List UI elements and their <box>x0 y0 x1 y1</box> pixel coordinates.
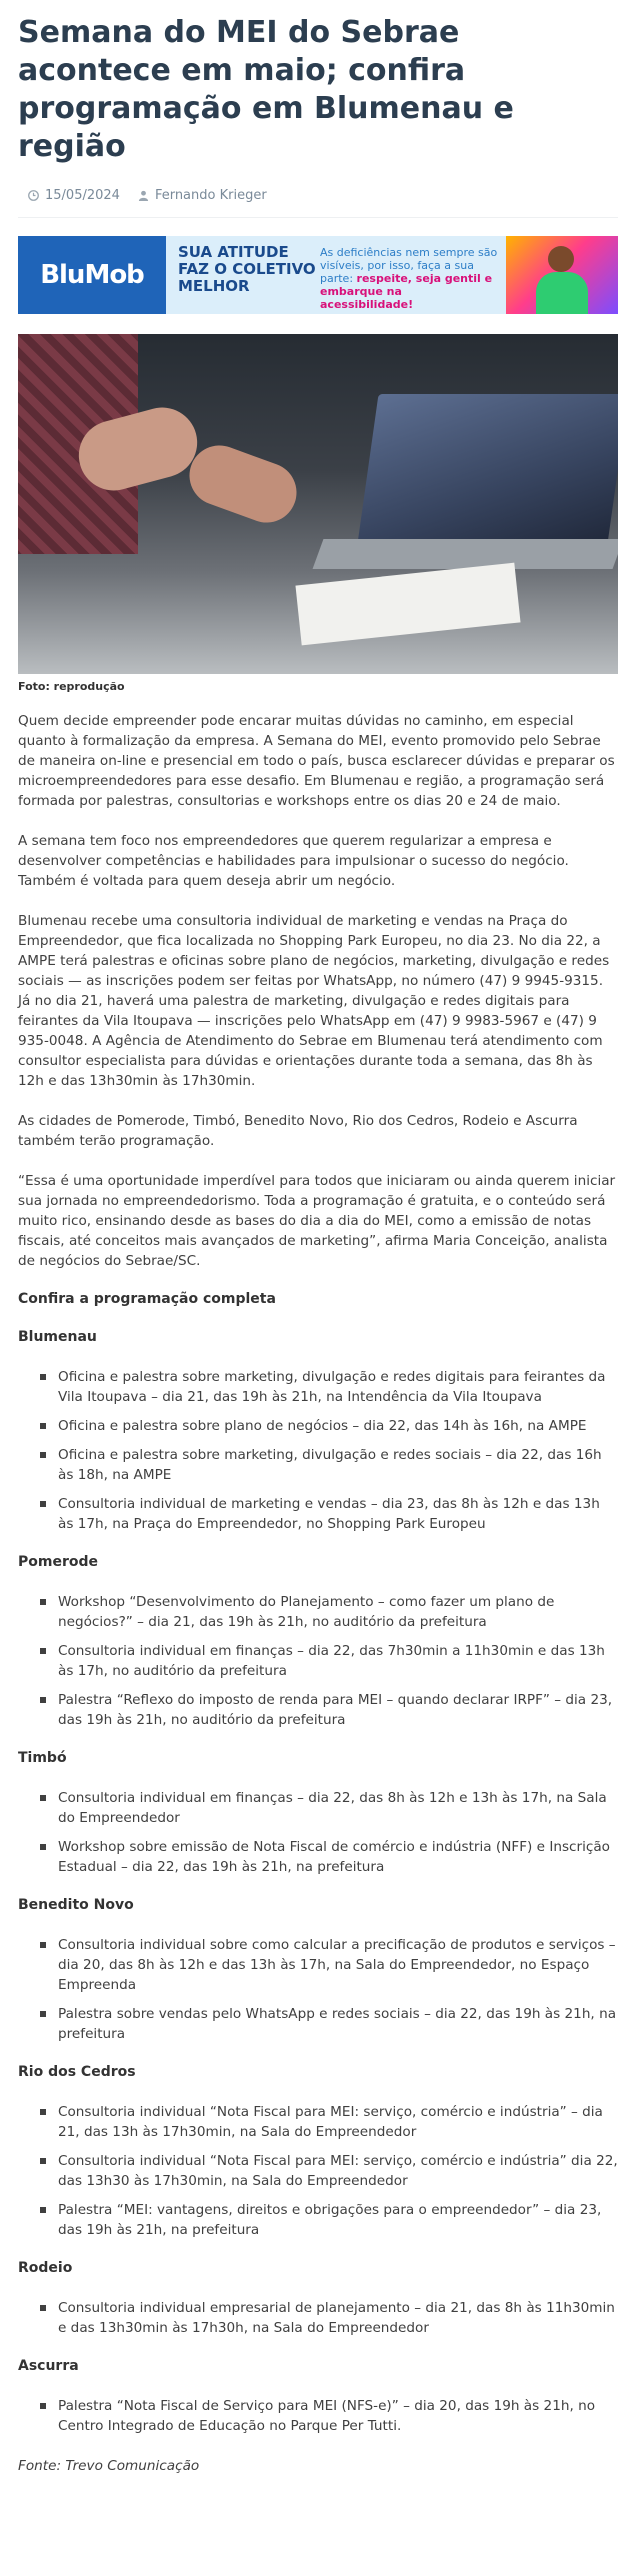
user-icon <box>138 190 149 201</box>
banner-message-bold: respeite, seja gentil e embarque na acessibilidade! <box>320 272 493 311</box>
city-schedule-list <box>18 1367 618 1534</box>
list-item: Workshop sobre emissão de Nota Fiscal de comércio e indústria (NFF) e Inscrição Estadual – dia 22, das 19h às 21h, na prefeitura <box>40 1837 618 1877</box>
banner-message <box>316 236 506 314</box>
city-heading: Pomerode <box>18 1554 99 1570</box>
slogan-line-1: SUA ATITUDE <box>178 243 289 261</box>
city-heading: Ascurra <box>18 2358 79 2374</box>
list-item: Consultoria individual sobre como calcular a precificação de produtos e serviços – dia 20, das 8h às 12h e das 13h às 17h, na Sala do Empreendedor, no Espaço Empreenda <box>40 1935 618 1995</box>
article-body <box>18 711 618 2476</box>
schedule-heading: Confira a programação completa <box>18 1291 276 1307</box>
author-link[interactable]: Fernando Krieger <box>154 188 267 203</box>
hero-laptop-base <box>313 539 618 569</box>
city-heading: Benedito Novo <box>18 1897 134 1913</box>
slogan-line-3: MELHOR <box>178 277 250 295</box>
city-schedule-list <box>18 2102 618 2240</box>
city-schedule-list <box>18 1935 618 2044</box>
list-item: Oficina e palestra sobre plano de negócios – dia 22, das 14h às 16h, na AMPE <box>40 1416 618 1436</box>
article-hero-image <box>18 334 618 674</box>
list-item: Oficina e palestra sobre marketing, divulgação e redes digitais para feirantes da Vila Itoupava – dia 21, das 19h às 21h, na Intendência da Vila Itoupava <box>40 1367 618 1407</box>
clock-icon <box>28 190 39 201</box>
banner-person-head <box>548 246 574 272</box>
list-item: Oficina e palestra sobre marketing, divulgação e redes sociais – dia 22, das 16h às 18h, na AMPE <box>40 1445 618 1485</box>
city-heading: Blumenau <box>18 1329 97 1345</box>
paragraph: As cidades de Pomerode, Timbó, Benedito Novo, Rio dos Cedros, Rodeio e Ascurra também terão programação. <box>18 1113 578 1149</box>
banner-person-body <box>536 272 588 314</box>
blumob-logo <box>18 236 166 314</box>
banner-message-plain: As deficiências nem sempre são visíveis, por isso, faça a sua parte: <box>320 246 498 285</box>
list-item: Consultoria individual de marketing e vendas – dia 23, das 8h às 12h e das 13h às 17h, na Praça do Empreendedor, no Shopping Park Europeu <box>40 1494 618 1534</box>
date-meta <box>28 188 120 203</box>
list-item: Consultoria individual em finanças – dia 22, das 8h às 12h e 13h às 17h, na Sala do Empreendedor <box>40 1788 618 1828</box>
list-item: Workshop “Desenvolvimento do Planejamento – como fazer um plano de negócios?” – dia 21, das 19h às 21h, no auditório da prefeitura <box>40 1592 618 1632</box>
city-schedule-list <box>18 2396 618 2436</box>
article-title: Semana do MEI do Sebrae acontece em maio; confira programação em Blumenau e região <box>18 15 514 164</box>
blumob-ad-banner[interactable] <box>18 236 618 314</box>
publish-date-link[interactable]: 15/05/2024 <box>45 188 120 203</box>
city-heading: Rio dos Cedros <box>18 2064 136 2080</box>
list-item: Consultoria individual “Nota Fiscal para MEI: serviço, comércio e indústria” – dia 21, das 13h às 17h30min, na Sala do Empreendedor <box>40 2102 618 2142</box>
author-meta <box>138 188 267 203</box>
paragraph: Quem decide empreender pode encarar muitas dúvidas no caminho, em especial quanto à formalização da empresa. A Semana do MEI, evento promovido pelo Sebrae de maneira on-line e presencial em todo o país, busca esclarecer dúvidas e preparar os microempreendedores para esse desafio. Em Blumenau e região, a programação será formada por palestras, consultorias e workshops entre os dias 20 e 24 de maio. <box>18 713 615 809</box>
list-item: Consultoria individual “Nota Fiscal para MEI: serviço, comércio e indústria” dia 22, das 13h30 às 17h30min, na Sala do Empreendedor <box>40 2151 618 2191</box>
paragraph: “Essa é uma oportunidade imperdível para todos que iniciaram ou ainda querem iniciar sua jornada no empreendedorismo. Toda a programação é gratuita, e o conteúdo será muito rico, ensinando desde as bases do dia a dia do MEI, como a emissão de notas fiscais, até conceitos mais avançados de marketing”, afirma Maria Conceição, analista de negócios do Sebrae/SC. <box>18 1173 616 1269</box>
banner-slogan <box>166 236 316 314</box>
city-schedule-list <box>18 1592 618 1730</box>
paragraph: A semana tem foco nos empreendedores que querem regularizar a empresa e desenvolver competências e habilidades para impulsionar o sucesso do negócio. Também é voltada para quem deseja abrir um negócio. <box>18 833 569 889</box>
article-meta <box>18 188 618 218</box>
image-caption: Foto: reprodução <box>18 680 125 693</box>
article-source: Fonte: Trevo Comunicação <box>18 2458 200 2474</box>
banner-photo <box>506 236 618 314</box>
city-schedule-list <box>18 1788 618 1877</box>
paragraph: Blumenau recebe uma consultoria individual de marketing e vendas na Praça do Empreendedor, que fica localizada no Shopping Park Europeu, no dia 23. No dia 22, a AMPE terá palestras e oficinas sobre plano de negócios, marketing, divulgação e redes sociais — as inscrições podem ser feitas por WhatsApp, no número (47) 9 9945-9315. Já no dia 21, haverá uma palestra de marketing, divulgação e redes digitais para feirantes da Vila Itoupava — inscrições pelo WhatsApp em (47) 9 9983-5967 e (47) 9 935-0048. A Agência de Atendimento do Sebrae em Blumenau terá atendimento com consultor especialista para dúvidas e orientações durante toda a semana, das 8h às 12h e das 13h30min às 17h30min. <box>18 913 610 1089</box>
city-heading: Rodeio <box>18 2260 73 2276</box>
hero-hand-right <box>181 437 305 531</box>
list-item: Palestra “Nota Fiscal de Serviço para MEI (NFS-e)” – dia 20, das 19h às 21h, no Centro Integrado de Educação no Parque Per Tutti. <box>40 2396 618 2436</box>
list-item: Palestra sobre vendas pelo WhatsApp e redes sociais – dia 22, das 19h às 21h, na prefeitura <box>40 2004 618 2044</box>
list-item: Palestra “Reflexo do imposto de renda para MEI – quando declarar IRPF” – dia 23, das 19h às 21h, no auditório da prefeitura <box>40 1690 618 1730</box>
city-schedule-list <box>18 2298 618 2338</box>
city-heading: Timbó <box>18 1750 67 1766</box>
list-item: Palestra “MEI: vantagens, direitos e obrigações para o empreendedor” – dia 23, das 19h às 21h, na prefeitura <box>40 2200 618 2240</box>
slogan-line-2: FAZ O COLETIVO <box>178 260 316 278</box>
list-item: Consultoria individual em finanças – dia 22, das 7h30min a 11h30min e das 13h às 17h, no auditório da prefeitura <box>40 1641 618 1681</box>
blumob-logo-text: BluMob <box>40 260 144 290</box>
hero-laptop-screen <box>357 394 618 544</box>
list-item: Consultoria individual empresarial de planejamento – dia 21, das 8h às 11h30min e das 13h30min às 17h30h, na Sala do Empreendedor <box>40 2298 618 2338</box>
hero-notebook <box>295 563 520 646</box>
